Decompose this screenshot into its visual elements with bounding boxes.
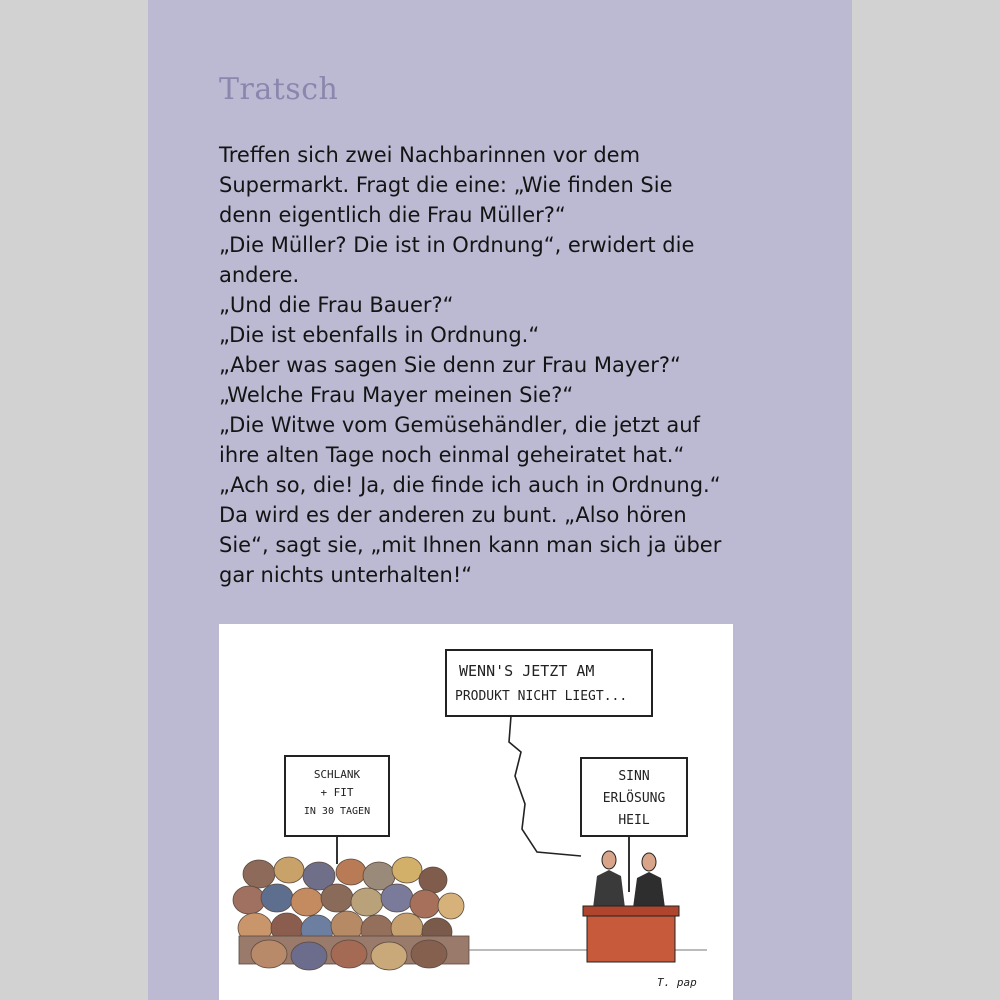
right-sign-line: ERLÖSUNG [602,791,666,806]
left-sign-line: + FIT [320,786,354,799]
right-sign-line: SINN [618,769,650,784]
text-line: „Und die Frau Bauer?“ [219,293,454,317]
text-line: Sie“, sagt sie, „mit Ihnen kann man sich ja über [219,533,722,557]
text-line: denn eigentlich die Frau Müller?“ [219,203,566,227]
crowd [233,857,469,970]
joke-text [219,140,779,590]
text-line: „Welche Frau Mayer meinen Sie?“ [219,383,574,407]
right-sign-line: HEIL [618,813,650,828]
book-page [148,0,852,1000]
text-line: „Die Witwe vom Gemüsehändler, die jetzt auf [219,413,700,437]
speech-bubble-line: PRODUKT NICHT LIEGT... [455,689,628,704]
text-line: gar nichts unterhalten!“ [219,563,473,587]
left-sign-line: SCHLANK [313,768,361,781]
right-sign [581,758,687,892]
speech-bubble-line: WENN'S JETZT AM [459,662,595,680]
text-line: Treffen sich zwei Nachbarinnen vor dem [219,143,641,167]
left-sign-line: IN 30 TAGEN [303,806,371,817]
text-line: ihre alten Tage noch einmal geheiratet hat.“ [219,443,685,467]
text-line: „Aber was sagen Sie denn zur Frau Mayer?“ [219,353,681,377]
text-line: „Ach so, die! Ja, die finde ich auch in Ordnung.“ [219,473,721,497]
text-line: andere. [219,263,300,287]
text-line: „Die Müller? Die ist in Ordnung“, erwidert die [219,233,695,257]
podium-with-speakers [583,851,679,962]
artist-signature: T. pap [657,976,697,989]
text-line: „Die ist ebenfalls in Ordnung.“ [219,323,540,347]
text-line: Supermarkt. Fragt die eine: „Wie finden Sie [219,173,673,197]
text-line: Da wird es der anderen zu bunt. „Also hören [219,503,687,527]
page-title: Tratsch [219,72,339,107]
cartoon-illustration [219,624,733,1000]
left-sign [285,756,389,864]
